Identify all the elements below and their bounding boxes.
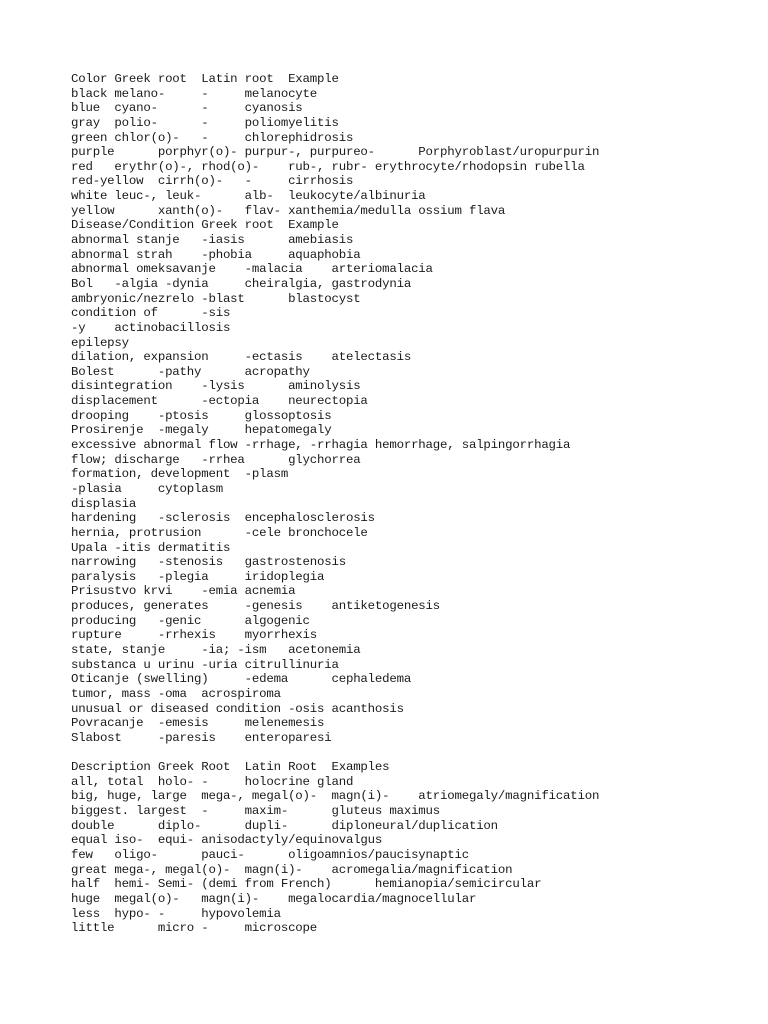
- document-line: red erythr(o)-, rhod(o)- rub-, rubr- erythrocyte/rhodopsin rubella: [71, 159, 585, 174]
- document-line: green chlor(o)- - chlorephidrosis: [71, 130, 354, 145]
- document-line: tumor, mass -oma acrospiroma: [71, 686, 281, 701]
- document-line: [71, 745, 761, 760]
- document-line: disintegration -lysis aminolysis: [71, 379, 361, 394]
- document-line: rupture -rrhexis myorrhexis: [71, 628, 318, 643]
- document-line: condition of -sis: [71, 306, 231, 321]
- document-line: yellow xanth(o)- flav- xanthemia/medulla ossium flava: [71, 203, 506, 218]
- document-line: excessive abnormal flow -rrhage, -rrhagia hemorrhage, salpingorrhagia: [71, 438, 571, 453]
- document-line: hernia, protrusion -cele bronchocele: [71, 525, 368, 540]
- document-line: black melano- - melanocyte: [71, 86, 318, 101]
- document-line: red-yellow cirrh(o)- - cirrhosis: [71, 174, 354, 189]
- document-line: Bolest -pathy acropathy: [71, 364, 310, 379]
- document-line: gray polio- - poliomyelitis: [71, 115, 339, 130]
- document-line: abnormal stanje -iasis amebiasis: [71, 233, 354, 248]
- document-line: Prisustvo krvi -emia acnemia: [71, 584, 296, 599]
- document-line: producing -genic algogenic: [71, 613, 310, 628]
- document-line: great mega-, megal(o)- magn(i)- acromegalia/magnification: [71, 862, 513, 877]
- document-line: Oticanje (swelling) -edema cephaledema: [71, 672, 412, 687]
- document-line: hardening -sclerosis encephalosclerosis: [71, 511, 375, 526]
- document-line: Disease/Condition Greek root Example: [71, 218, 339, 233]
- document-line: abnormal strah -phobia aquaphobia: [71, 247, 361, 262]
- document-line: abnormal omeksavanje -malacia arteriomalacia: [71, 262, 433, 277]
- document-line: Description Greek Root Latin Root Examples: [71, 760, 390, 775]
- document-line: Prosirenje -megaly hepatomegaly: [71, 423, 332, 438]
- document-line: ambryonic/nezrelo -blast blastocyst: [71, 291, 361, 306]
- document-line: displasia: [71, 496, 137, 511]
- document-line: displacement -ectopia neurectopia: [71, 394, 368, 409]
- document-line: half hemi- Semi- (demi from French) hemianopia/semicircular: [71, 877, 542, 892]
- document-line: huge megal(o)- magn(i)- megalocardia/magnocellular: [71, 891, 477, 906]
- document-line: drooping -ptosis glossoptosis: [71, 408, 332, 423]
- document-line: biggest. largest - maxim- gluteus maximus: [71, 804, 441, 819]
- document-line: formation, development -plasm: [71, 467, 289, 482]
- document-line: few oligo- pauci- oligoamnios/paucisynaptic: [71, 847, 469, 862]
- document-line: epilepsy: [71, 335, 129, 350]
- document-line: white leuc-, leuk- alb- leukocyte/albinuria: [71, 189, 426, 204]
- document-line: little micro - microscope: [71, 921, 318, 936]
- document-line: -y actinobacillosis: [71, 320, 231, 335]
- document-line: -plasia cytoplasm: [71, 481, 223, 496]
- document-line: flow; discharge -rrhea glychorrea: [71, 452, 361, 467]
- document-line: Upala -itis dermatitis: [71, 540, 231, 555]
- document-line: dilation, expansion -ectasis atelectasis: [71, 350, 412, 365]
- document-line: big, huge, large mega-, megal(o)- magn(i)- atriomegaly/magnification: [71, 789, 600, 804]
- document-line: narrowing -stenosis gastrostenosis: [71, 555, 346, 570]
- document-line: Povracanje -emesis melenemesis: [71, 716, 325, 731]
- document-line: Color Greek root Latin root Example: [71, 72, 339, 86]
- document-text: [71, 72, 761, 936]
- document-line: equal iso- equi- anisodactyly/equinovalgus: [71, 833, 383, 848]
- document-line: purple porphyr(o)- purpur-, purpureo- Porphyroblast/uropurpurin: [71, 145, 600, 160]
- document-line: unusual or diseased condition -osis acanthosis: [71, 701, 404, 716]
- document-line: Bol -algia -dynia cheiralgia, gastrodynia: [71, 276, 412, 291]
- document-line: substanca u urinu -uria citrullinuria: [71, 657, 339, 672]
- document-line: less hypo- - hypovolemia: [71, 906, 281, 921]
- document-line: state, stanje -ia; -ism acetonemia: [71, 642, 361, 657]
- document-line: paralysis -plegia iridoplegia: [71, 569, 325, 584]
- document-line: produces, generates -genesis antiketogenesis: [71, 599, 441, 614]
- document-line: double diplo- dupli- diploneural/duplication: [71, 818, 498, 833]
- document-line: all, total holo- - holocrine gland: [71, 774, 354, 789]
- document-line: blue cyano- - cyanosis: [71, 101, 303, 116]
- document-line: Slabost -paresis enteroparesi: [71, 730, 332, 745]
